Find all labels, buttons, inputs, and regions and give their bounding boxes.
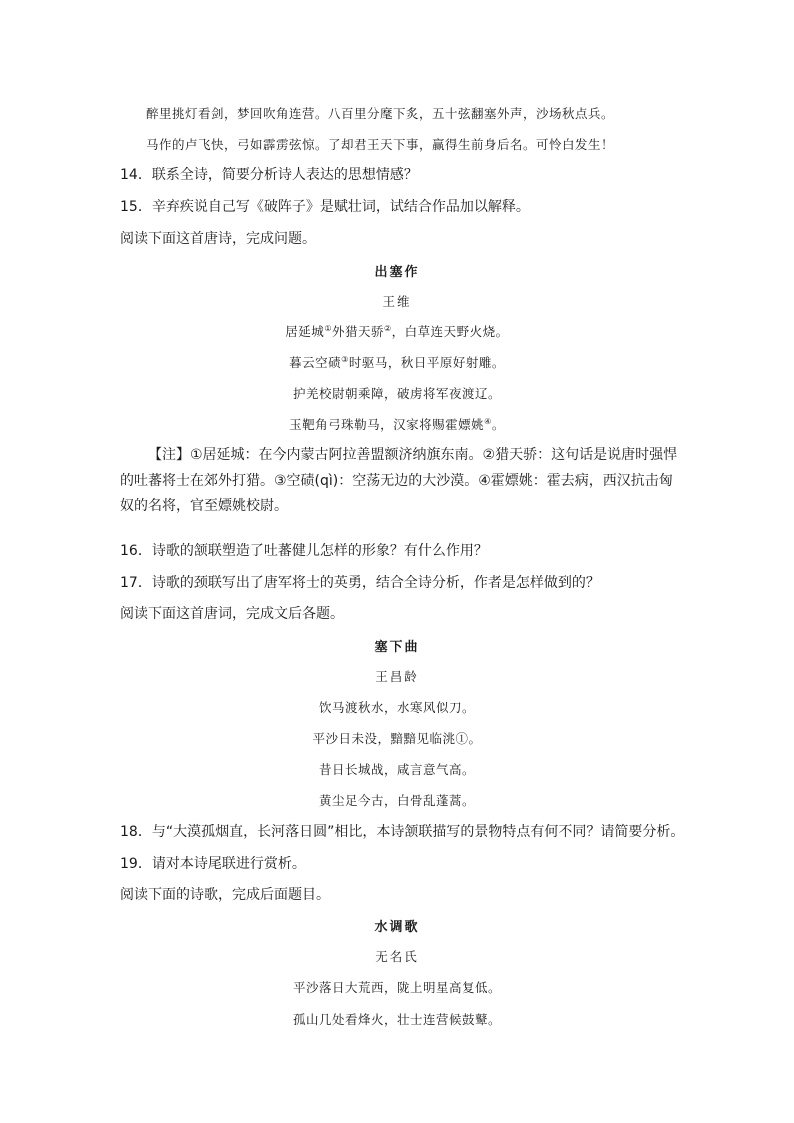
reading-instruction-2: 阅读下面这首唐诗，完成问题。 (120, 231, 316, 247)
reading-instruction-4: 阅读下面的诗歌，完成后面题目。 (120, 887, 330, 903)
question-19: 19．请对本诗尾联进行赏析。 (120, 856, 306, 872)
question-15: 15．辛弃疾说自己写《破阵子》是赋壮词，试结合作品加以解释。 (120, 199, 530, 215)
poem1-line-2: 马作的卢飞快，弓如霹雳弦惊。了却君王天下事，赢得生前身后名。可怜白发生！ (146, 137, 615, 152)
poem2-line-1 (0, 322, 794, 340)
footnote-marker-3: ③ (341, 354, 349, 364)
question-17: 17．诗歌的颈联写出了唐军将士的英勇，结合全诗分析，作者是怎样做到的？ (120, 575, 600, 591)
poem3-line-4: 黄尘足今古，白骨乱蓬蒿。 (318, 793, 475, 808)
poem4-line-1: 平沙落日大荒西，陇上明星高复低。 (292, 980, 501, 995)
footnote-marker-2: ② (384, 323, 392, 333)
poem1-line-1: 醉里挑灯看剑，梦回吹角连营。八百里分麾下炙，五十弦翻塞外声，沙场秋点兵。 (146, 106, 615, 121)
poem2-line-1-part-b: 外猎天骄 (331, 324, 384, 339)
poem2-author: 王维 (382, 294, 412, 309)
poem2-line-4-part-b: 。 (491, 417, 505, 432)
poem2-line-2 (0, 353, 794, 371)
poem3-line-3: 昔日长城战，咸言意气高。 (318, 762, 475, 777)
poem4-title: 水调歌 (374, 920, 420, 935)
reading-instruction-3: 阅读下面这首唐词，完成文后各题。 (120, 606, 344, 622)
poem2-line-4-part-a: 玉靶角弓珠勒马，汉家将赐霍嫖姚 (289, 417, 485, 432)
poem2-line-1-part-a: 居延城 (285, 324, 325, 339)
poem3-line-2: 平沙日未没，黯黯见临洮①。 (312, 731, 482, 746)
poem2-line-2-part-a: 暮云空碛 (289, 355, 342, 370)
poem4-line-2: 孤山几处看烽火，壮士连营候鼓鼙。 (292, 1012, 501, 1027)
poem2-line-3: 护羌校尉朝乘障，破虏将军夜渡辽。 (292, 386, 501, 401)
poem3-author: 王昌龄 (375, 669, 419, 684)
poem4-author: 无名氏 (375, 949, 419, 964)
poem2-title: 出塞作 (374, 265, 420, 280)
poem3-line-1: 饮马渡秋水，水寒风似刀。 (318, 700, 475, 715)
footnote-marker-4: ④ (484, 416, 492, 426)
question-16: 16．诗歌的颔联塑造了吐蕃健儿怎样的形象？有什么作用？ (120, 543, 488, 559)
poem2-line-2-part-b: 时驱马，秋日平原好射雕。 (348, 355, 505, 370)
poem2-line-4 (0, 415, 794, 433)
poem2-line-1-part-c: ，白草连天野火烧。 (391, 324, 509, 339)
poem3-title: 塞下曲 (374, 640, 420, 655)
question-14: 14．联系全诗，简要分析诗人表达的思想情感？ (120, 167, 418, 183)
footnote-marker-1: ① (324, 323, 332, 333)
poem2-annotation: 【注】①居延城：在今内蒙古阿拉善盟额济纳旗东南。②猎天骄：这句话是说唐时强悍的吐蕃将士在郊外打猎。③空碛(qì)：空荡无边的大沙漠。④霍嫖姚：霍去病，西汉抗击匈奴的名将，官至嫖姚校尉。 (120, 447, 678, 514)
question-18: 18．与“大漠孤烟直，长河落日圆”相比，本诗颔联描写的景物特点有何不同？请简要分析。 (120, 824, 685, 840)
